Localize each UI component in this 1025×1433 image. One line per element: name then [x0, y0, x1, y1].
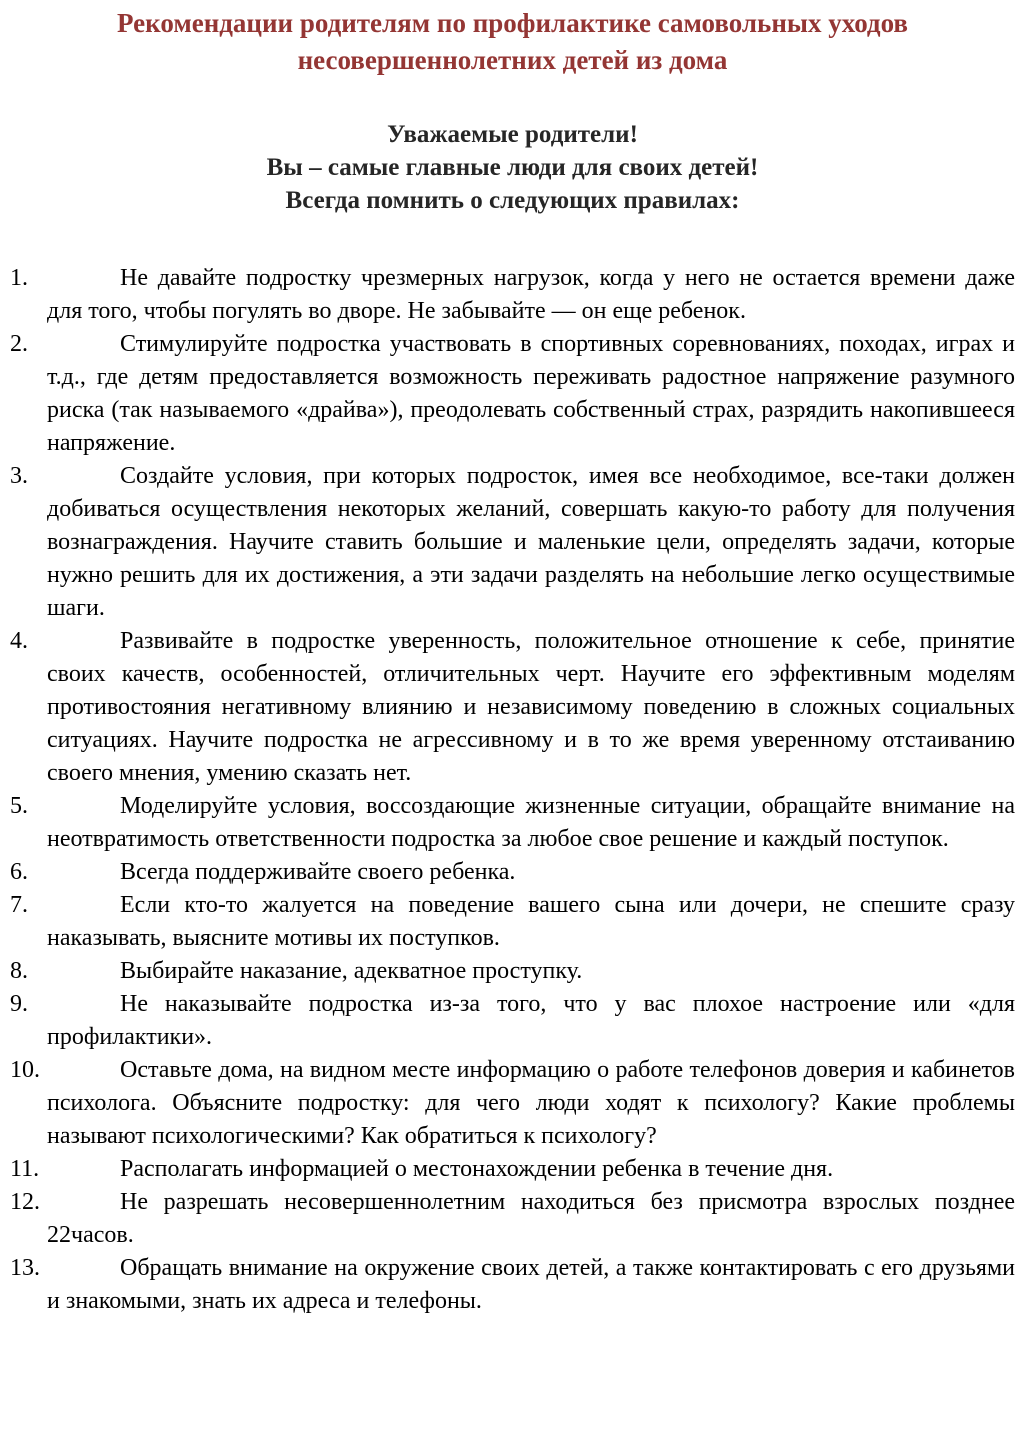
rule-number: 3.: [10, 463, 28, 489]
rule-number: 6.: [10, 859, 28, 885]
rule-text: Создайте условия, при которых подросток, имея все необходимое, все-таки должен добиваться осуществления некоторых желаний, совершать какую-то работу для получения вознаграждения. Научите ставить большие и маленькие цели, определять задачи, которые нужно решить для их достижения, а эти задачи разделять на небольшие легко осуществимые шаги.: [47, 463, 1015, 621]
rule-number: 5.: [10, 793, 28, 819]
rule-item: [10, 625, 1015, 790]
rule-number: 11.: [10, 1156, 40, 1182]
rule-text: Не наказывайте подростка из-за того, что у вас плохое настроение или «для профилактики».: [47, 991, 1015, 1050]
rule-number: 7.: [10, 892, 28, 918]
document-title: [10, 5, 1015, 79]
rule-item: [10, 460, 1015, 625]
rule-number: 2.: [10, 331, 28, 357]
rule-text: Не разрешать несовершеннолетним находиться без присмотра взрослых позднее 22часов.: [47, 1189, 1015, 1248]
rule-item: [10, 790, 1015, 856]
greeting-block: [10, 118, 1015, 217]
rule-number: 1.: [10, 265, 28, 291]
rule-text: Если кто-то жалуется на поведение вашего сына или дочери, не спешите сразу наказывать, выясните мотивы их поступков.: [47, 892, 1015, 951]
document-title-line-2: несовершеннолетних детей из дома: [297, 45, 728, 75]
rule-text: Оставьте дома, на видном месте информацию о работе телефонов доверия и кабинетов психолога. Объясните подростку: для чего люди ходят к психологу? Какие проблемы называют психологическими? Как обратиться к психологу?: [47, 1057, 1015, 1149]
greeting-line-2: Вы – самые главные люди для своих детей!: [266, 154, 759, 181]
rule-item: [10, 1153, 1015, 1186]
rule-text: Развивайте в подростке уверенность, положительное отношение к себе, принятие своих качеств, особенностей, отличительных черт. Научите его эффективным моделям противостояния негативному влиянию и независимому поведению в сложных социальных ситуациях. Научите подростка не агрессивному и в то же время уверенному отстаиванию своего мнения, умению сказать нет.: [47, 628, 1015, 786]
rule-number: 8.: [10, 958, 28, 984]
rule-number: 10.: [10, 1057, 40, 1083]
rule-number: 9.: [10, 991, 28, 1017]
rule-text: Обращать внимание на окружение своих детей, а также контактировать с его друзьями и знакомыми, знать их адреса и телефоны.: [47, 1255, 1015, 1314]
rule-item: [10, 328, 1015, 460]
rule-item: [10, 856, 1015, 889]
rule-item: [10, 1252, 1015, 1318]
rule-number: 4.: [10, 628, 28, 654]
rule-item: [10, 955, 1015, 988]
rule-text: Располагать информацией о местонахождении ребенка в течение дня.: [120, 1156, 834, 1182]
document-title-line-1: Рекомендации родителям по профилактике самовольных уходов: [117, 8, 908, 38]
rule-text: Моделируйте условия, воссоздающие жизненные ситуации, обращайте внимание на неотвратимость ответственности подростка за любое свое решение и каждый поступок.: [47, 793, 1015, 852]
greeting-line-1: Уважаемые родители!: [387, 121, 638, 148]
rule-text: Выбирайте наказание, адекватное проступку.: [120, 958, 583, 984]
rule-number: 13.: [10, 1255, 40, 1281]
rule-text: Всегда поддерживайте своего ребенка.: [120, 859, 516, 885]
rule-item: [10, 889, 1015, 955]
rule-item: [10, 1186, 1015, 1252]
rule-number: 12.: [10, 1189, 40, 1215]
rule-text: Стимулируйте подростка участвовать в спортивных соревнованиях, походах, играх и т.д., где детям предоставляется возможность переживать радостное напряжение разумного риска (так называемого «драйва»), преодолевать собственный страх, разрядить накопившееся напряжение.: [47, 331, 1015, 456]
rules-list: [10, 262, 1015, 1318]
rule-item: [10, 262, 1015, 328]
rule-text: Не давайте подростку чрезмерных нагрузок, когда у него не остается времени даже для того, чтобы погулять во дворе. Не забывайте — он еще ребенок.: [47, 265, 1015, 324]
rule-item: [10, 1054, 1015, 1153]
rule-item: [10, 988, 1015, 1054]
greeting-line-3: Всегда помнить о следующих правилах:: [285, 187, 740, 214]
